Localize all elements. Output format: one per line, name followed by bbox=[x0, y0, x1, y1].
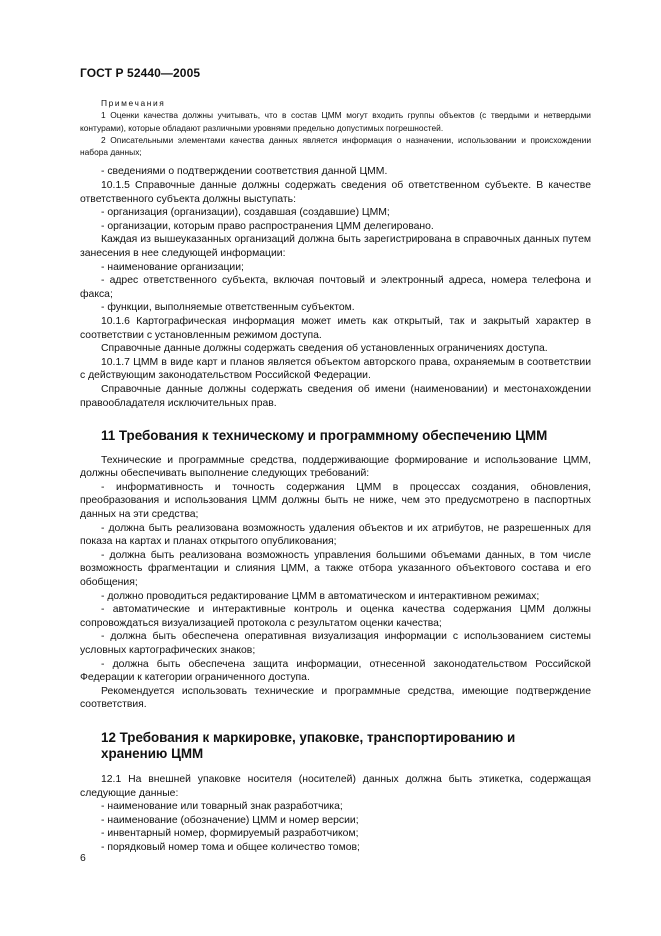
list-item: - должна быть обеспечена оперативная визуализация информации с использованием системы условных картографических знаков; bbox=[80, 631, 591, 656]
list-item: - функции, выполняемые ответственным субъектом. bbox=[101, 302, 355, 314]
paragraph: Технические и программные средства, поддерживающие формирование и использование ЦММ, должны обеспечивать выполнение следующих требований: bbox=[80, 454, 591, 480]
paragraph: Каждая из вышеуказанных организаций должна быть зарегистрирована в справочных данных путем занесения в нее следующей информации: bbox=[80, 234, 591, 260]
section-12-heading: 12 Требования к маркировке, упаковке, транспортированию и хранению ЦММ bbox=[101, 729, 516, 762]
list-item: - должно проводиться редактирование ЦММ в автоматическом и интерактивном режимах; bbox=[101, 590, 540, 602]
clause-10-1-7: 10.1.7 ЦММ в виде карт и планов является объектом авторского права, охраняемым в соответствии с действующим законодательством Российской Федерации. bbox=[80, 356, 591, 382]
paragraph: Справочные данные должны содержать сведения об имени (наименовании) и местонахождении правообладателя исключительных прав. bbox=[80, 383, 591, 409]
list-item: - должна быть обеспечена защита информации, отнесенной законодательством Российской Федерации к категории ограниченного доступа. bbox=[80, 658, 591, 684]
section-11-heading: 11 Требования к техническому и программному обеспечению ЦММ bbox=[101, 428, 548, 444]
list-item: - должна быть реализована возможность удаления объектов и их атрибутов, не разрешенных для показа на картах и планах открытого опубликования; bbox=[80, 522, 591, 548]
list-item: - инвентарный номер, формируемый разработчиком; bbox=[101, 828, 359, 840]
list-item: - адрес ответственного субъекта, включая почтовый и электронный адреса, номера телефона и факса; bbox=[80, 275, 591, 300]
list-item: - наименование (обозначение) ЦММ и номер версии; bbox=[101, 814, 359, 826]
note-item: 2 Описательными элементами качества данных является информация о назначении, использовании и происхождении набора данных; bbox=[80, 134, 591, 158]
clause-10-1-6: 10.1.6 Картографическая информация может иметь как открытый, так и закрытый характер в соответствии с установленным режимом доступа. bbox=[80, 316, 591, 341]
list-item: - информативность и точность содержания ЦММ в процессах создания, обновления, преобразования и использования ЦММ должны быть не ниже, чем это предусмотрено в паспортных данных на эти средства; bbox=[80, 481, 591, 521]
list-item: - организация (организации), создавшая (создавшие) ЦММ; bbox=[101, 207, 390, 219]
list-item: - наименование организации; bbox=[101, 261, 244, 273]
paragraph: Справочные данные должны содержать сведения об установленных ограничениях доступа. bbox=[101, 343, 548, 355]
list-item: - должна быть реализована возможность управления большими объемами данных, в том числе возможность фрагментации и слияния ЦММ, а также отбора указанного объектового состава и его обобщения; bbox=[80, 549, 591, 589]
page-body bbox=[80, 97, 591, 855]
list-item: - организации, которым право распространения ЦММ делегировано. bbox=[101, 220, 434, 232]
page-number: 6 bbox=[80, 853, 86, 864]
list-item: - порядковый номер тома и общее количество томов; bbox=[101, 841, 360, 853]
paragraph: Рекомендуется использовать технические и программные средства, имеющие подтверждение соответствия. bbox=[80, 685, 591, 711]
clause-10-1-5: 10.1.5 Справочные данные должны содержать сведения об ответственном субъекте. В качестве ответственного субъекта должны выступать: bbox=[80, 180, 591, 205]
list-item: - автоматические и интерактивные контроль и оценка качества содержания ЦММ должны сопровождаться визуализацией протокола с результатом оценки качества; bbox=[80, 604, 591, 629]
document-code-header: ГОСТ Р 52440—2005 bbox=[80, 66, 201, 80]
notes-heading: Примечания bbox=[101, 98, 166, 108]
list-item: - наименование или товарный знак разработчика; bbox=[101, 801, 343, 813]
clause-12-1: 12.1 На внешней упаковке носителя (носителей) данных должна быть этикетка, содержащая следующие данные: bbox=[80, 773, 591, 799]
paragraph: - сведениями о подтверждении соответствия данной ЦММ. bbox=[101, 166, 388, 178]
note-item: 1 Оценки качества должны учитывать, что в состав ЦММ могут входить группы объектов (с твердыми и нетвердыми контурами), которые обладают различными уровнями предельно допустимых погрешностей. bbox=[80, 110, 591, 133]
